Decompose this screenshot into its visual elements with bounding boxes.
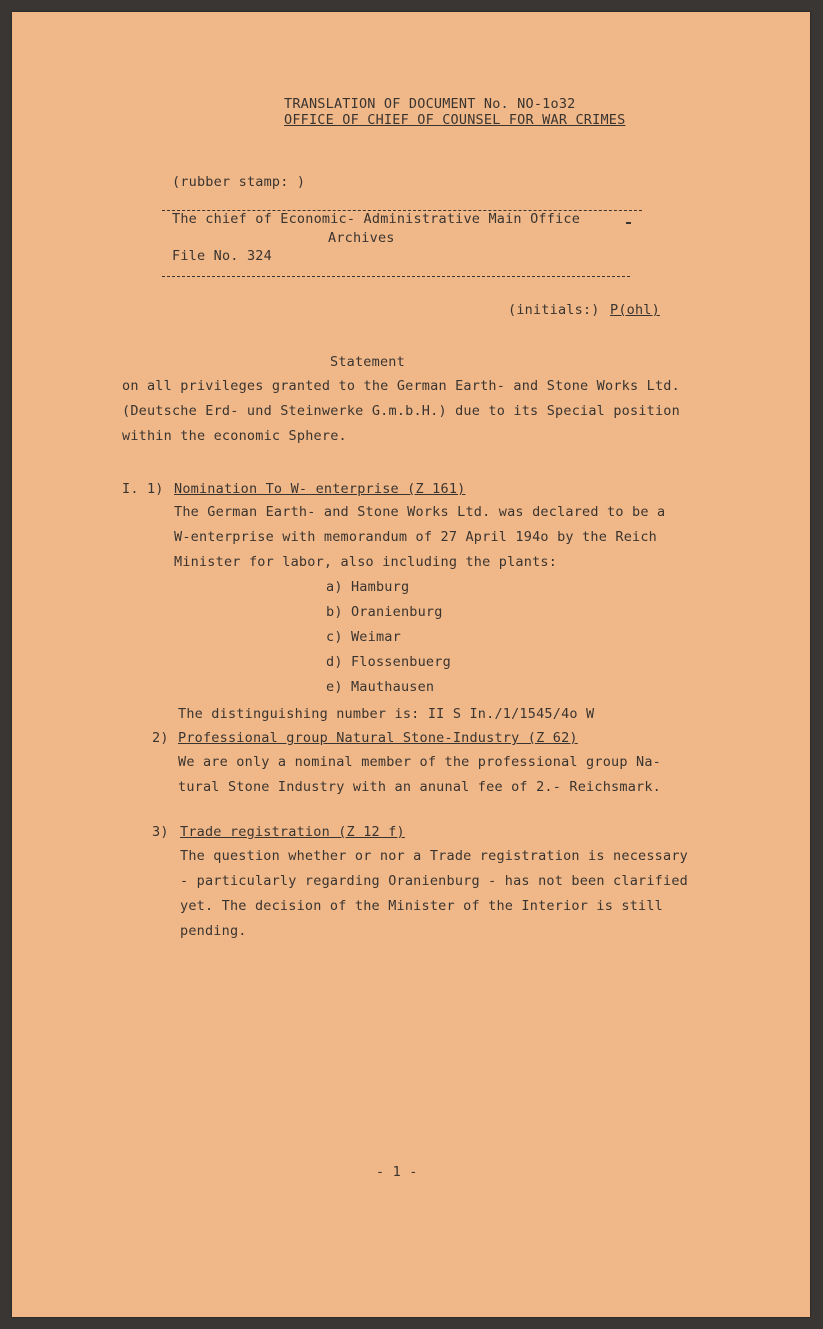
section-3-line: pending.: [180, 923, 247, 939]
stamp-file-number: File No. 324: [172, 248, 272, 264]
section-3-line: - particularly regarding Oranienburg - has not been clarified: [180, 873, 688, 889]
statement-heading: Statement: [330, 354, 405, 370]
section-3-number: 3): [152, 824, 169, 840]
section-1-line: Minister for labor, also including the plants:: [174, 554, 558, 570]
office-title: OFFICE OF CHIEF OF COUNSEL FOR WAR CRIMES: [284, 112, 626, 128]
statement-line: within the economic Sphere.: [122, 428, 347, 444]
stamp-label: (rubber stamp: ): [172, 174, 306, 190]
stamp-mark: [626, 222, 631, 224]
section-3-line: The question whether or nor a Trade registration is necessary: [180, 848, 688, 864]
statement-line: (Deutsche Erd- und Steinwerke G.m.b.H.) due to its Special position: [122, 403, 680, 419]
statement-line: on all privileges granted to the German Earth- and Stone Works Ltd.: [122, 378, 680, 394]
section-2-number: 2): [152, 730, 169, 746]
section-3-heading: Trade registration (Z 12 f): [180, 824, 405, 840]
initials-value: P(ohl): [610, 302, 660, 318]
stamp-bottom-rule: [162, 276, 630, 277]
distinguishing-number: The distinguishing number is: II S In./1/1545/4o W: [178, 706, 595, 722]
document-page: [12, 12, 810, 1317]
stamp-office-line: The chief of Economic- Administrative Main Office: [172, 211, 581, 227]
document-title: TRANSLATION OF DOCUMENT No. NO-1o32: [284, 96, 576, 112]
section-3-line: yet. The decision of the Minister of the Interior is still: [180, 898, 664, 914]
section-2-line: tural Stone Industry with an anunal fee of 2.- Reichsmark.: [178, 779, 662, 795]
plant-item: a) Hamburg: [326, 579, 410, 595]
plant-item: c) Weimar: [326, 629, 401, 645]
plant-item: b) Oranienburg: [326, 604, 443, 620]
plant-item: e) Mauthausen: [326, 679, 435, 695]
section-1-line: W-enterprise with memorandum of 27 April 194o by the Reich: [174, 529, 658, 545]
section-2-line: We are only a nominal member of the professional group Na-: [178, 754, 662, 770]
page-number: - 1 -: [376, 1164, 418, 1180]
initials-label: (initials:): [508, 302, 600, 318]
section-1-heading: Nomination To W- enterprise (Z 161): [174, 481, 466, 497]
section-1-line: The German Earth- and Stone Works Ltd. was declared to be a: [174, 504, 666, 520]
section-1-number: I. 1): [122, 481, 164, 497]
stamp-archives-line: Archives: [328, 230, 395, 246]
section-2-heading: Professional group Natural Stone-Industry (Z 62): [178, 730, 578, 746]
plant-item: d) Flossenbuerg: [326, 654, 451, 670]
